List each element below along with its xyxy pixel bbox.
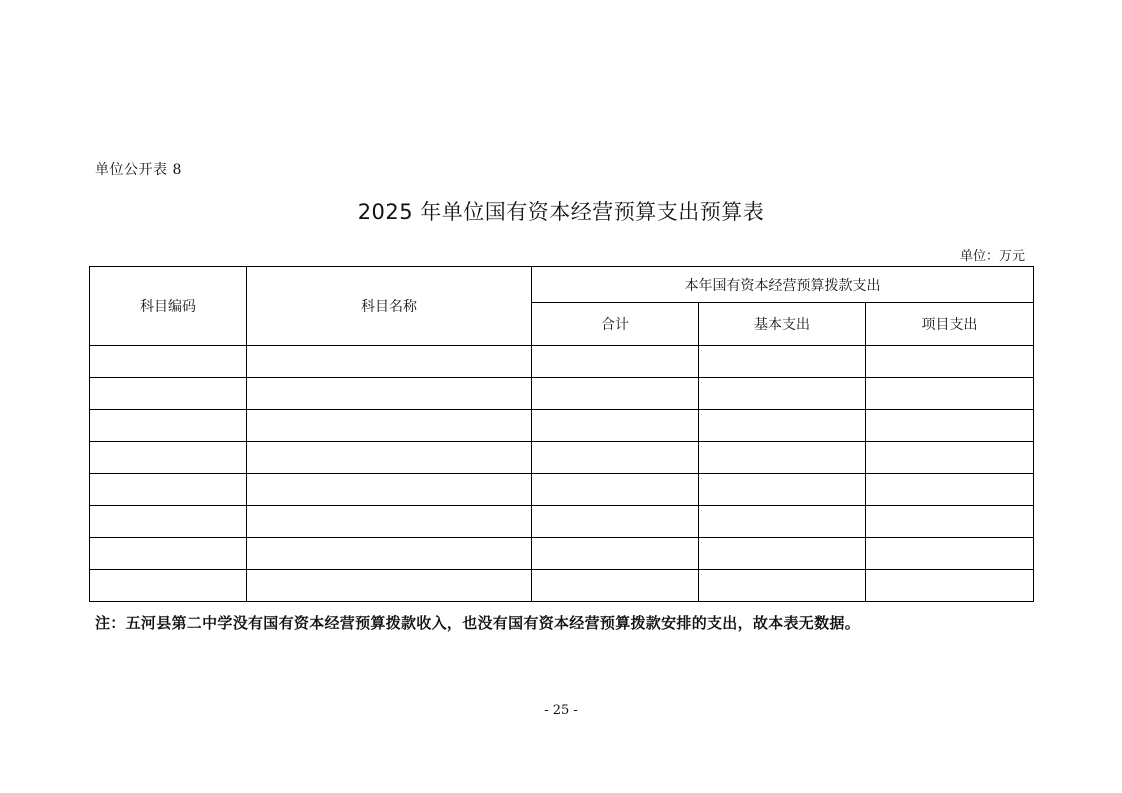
table-cell bbox=[699, 538, 866, 570]
table-cell bbox=[90, 506, 247, 538]
table-cell bbox=[699, 474, 866, 506]
table-cell bbox=[866, 410, 1034, 442]
table-cell bbox=[699, 410, 866, 442]
table-row bbox=[90, 346, 1034, 378]
page-title: 2025 年单位国有资本经营预算支出预算表 bbox=[357, 200, 765, 224]
table-row bbox=[90, 570, 1034, 602]
header-total: 合计 bbox=[532, 303, 699, 346]
page-number: - 25 - bbox=[544, 703, 578, 718]
header-project-expenditure: 项目支出 bbox=[866, 303, 1034, 346]
table-cell bbox=[90, 442, 247, 474]
table-cell bbox=[532, 410, 699, 442]
table-cell bbox=[247, 570, 532, 602]
unit-label: 单位：万元 bbox=[959, 249, 1025, 264]
table-cell bbox=[532, 474, 699, 506]
footnote: 注：五河县第二中学没有国有资本经营预算拨款收入，也没有国有资本经营预算拨款安排的支出，故本表无数据。 bbox=[95, 614, 861, 632]
table-row bbox=[90, 506, 1034, 538]
table-row bbox=[90, 538, 1034, 570]
table-cell bbox=[866, 378, 1034, 410]
table-cell bbox=[247, 538, 532, 570]
table-cell bbox=[866, 570, 1034, 602]
table-cell bbox=[699, 506, 866, 538]
table-cell bbox=[532, 538, 699, 570]
table-cell bbox=[699, 378, 866, 410]
table-cell bbox=[866, 506, 1034, 538]
table-cell bbox=[90, 538, 247, 570]
table-row bbox=[90, 474, 1034, 506]
table-cell bbox=[247, 474, 532, 506]
table-cell bbox=[866, 538, 1034, 570]
table-cell bbox=[90, 570, 247, 602]
table-cell bbox=[247, 506, 532, 538]
header-basic-expenditure: 基本支出 bbox=[699, 303, 866, 346]
table-cell bbox=[532, 442, 699, 474]
table-cell bbox=[90, 410, 247, 442]
table-cell bbox=[90, 346, 247, 378]
table-cell bbox=[532, 506, 699, 538]
table-cell bbox=[699, 442, 866, 474]
table-cell bbox=[247, 442, 532, 474]
table-cell bbox=[866, 442, 1034, 474]
table-cell bbox=[532, 378, 699, 410]
table-row bbox=[90, 410, 1034, 442]
table-cell bbox=[90, 474, 247, 506]
header-subject-code: 科目编码 bbox=[90, 267, 247, 346]
budget-table bbox=[89, 266, 1034, 602]
form-number: 单位公开表 8 bbox=[95, 162, 182, 178]
table-cell bbox=[699, 346, 866, 378]
table-cell bbox=[247, 378, 532, 410]
table-cell bbox=[866, 346, 1034, 378]
table-cell bbox=[247, 346, 532, 378]
header-subject-name: 科目名称 bbox=[247, 267, 532, 346]
table-cell bbox=[532, 570, 699, 602]
table-cell bbox=[699, 570, 866, 602]
table-row bbox=[90, 442, 1034, 474]
header-group-expenditure: 本年国有资本经营预算拨款支出 bbox=[532, 267, 1034, 303]
table-cell bbox=[90, 378, 247, 410]
table-row bbox=[90, 378, 1034, 410]
table-cell bbox=[247, 410, 532, 442]
table-cell bbox=[866, 474, 1034, 506]
table-cell bbox=[532, 346, 699, 378]
